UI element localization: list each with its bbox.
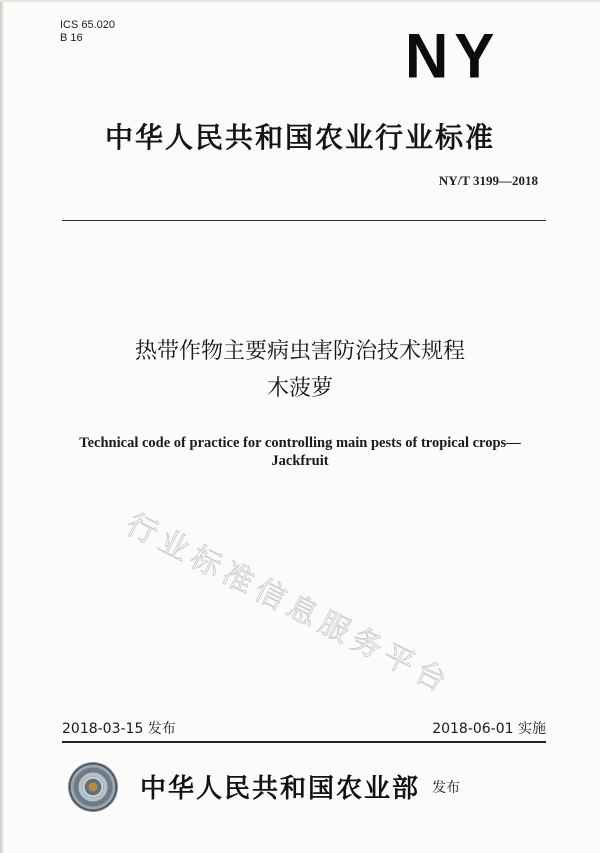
title-chinese: 热带作物主要病虫害防治技术规程 (134, 339, 465, 364)
ics-code: ICS 65.020 (60, 19, 116, 31)
issuing-authority: 中华人民共和国农业部 (140, 774, 421, 804)
implementation-date: 2018-06-01 实施 (432, 721, 546, 737)
title-english: Technical code of practice for controlling main pests of tropical crops— (79, 435, 521, 451)
classification-codes (60, 19, 115, 45)
standard-number: NY/T 3199—2018 (438, 173, 538, 188)
ccs-code: B 16 (60, 32, 83, 44)
standard-category-title: 中华人民共和国农业行业标准 (104, 121, 495, 154)
subtitle-chinese: 木菠萝 (266, 376, 333, 401)
scan-edge-top (0, 0, 600, 2)
dates-row (62, 718, 546, 736)
watermark: 行业标准信息服务平台 (120, 507, 458, 702)
ministry-seal-icon (69, 763, 117, 811)
issue-date: 2018-03-15 发布 (62, 721, 176, 737)
seal-center (83, 777, 103, 797)
standard-logo: NY (405, 20, 501, 92)
divider-bottom (62, 741, 546, 743)
divider-top (62, 220, 546, 221)
subtitle-english: Jackfruit (271, 453, 329, 469)
release-label: 发布 (432, 780, 460, 796)
